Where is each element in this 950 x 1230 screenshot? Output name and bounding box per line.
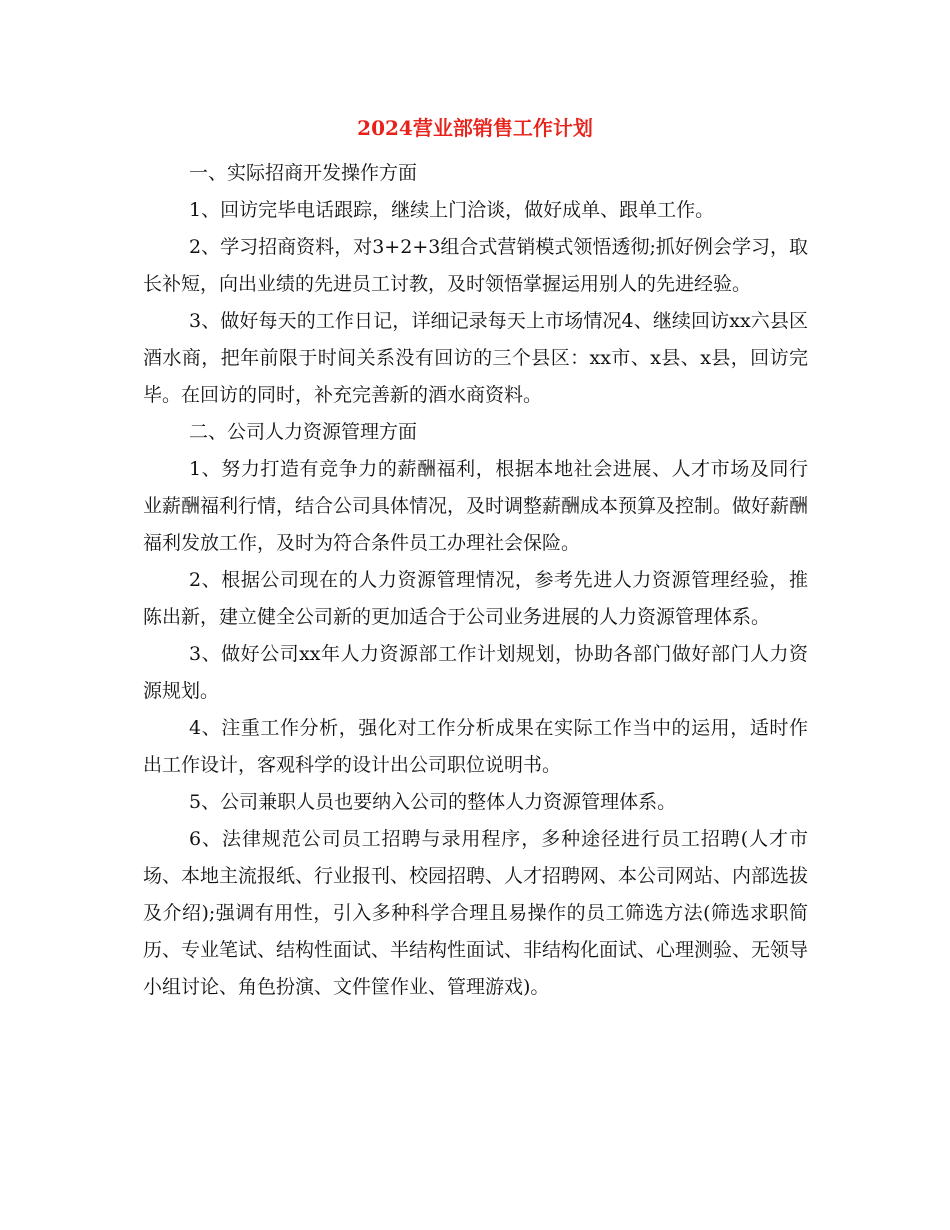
section-heading-2: 二、公司人力资源管理方面 [189, 421, 418, 443]
paragraph: 2、根据公司现在的人力资源管理情况，参考先进人力资源管理经验，推陈出新，建立健全公司新的更加适合于公司业务进展的人力资源管理体系。 [143, 569, 808, 628]
paragraph: 2、学习招商资料，对3+2+3组合式营销模式领悟透彻;抓好例会学习，取长补短，向出业绩的先进员工讨教，及时领悟掌握运用别人的先进经验。 [143, 236, 808, 295]
paragraph: 6、法律规范公司员工招聘与录用程序，多种途径进行员工招聘(人才市场、本地主流报纸、行业报刊、校园招聘、人才招聘网、本公司网站、内部选拔及介绍);强调有用性，引入多种科学合理且易操作的员工筛选方法(筛选求职简历、专业笔试、结构性面试、半结构性面试、非结构化面试、心理测验、无领导小组讨论、角色扮演、文件筐作业、管理游戏)。 [143, 828, 809, 998]
paragraph: 4、注重工作分析，强化对工作分析成果在实际工作当中的运用，适时作出工作设计，客观科学的设计出公司职位说明书。 [143, 717, 808, 776]
paragraph: 1、回访完毕电话跟踪，继续上门洽谈，做好成单、跟单工作。 [189, 199, 715, 221]
paragraph: 1、努力打造有竞争力的薪酬福利，根据本地社会进展、人才市场及同行业薪酬福利行情，结合公司具体情况，及时调整薪酬成本预算及控制。做好薪酬福利发放工作，及时为符合条件员工办理社会保险。 [143, 458, 809, 554]
document-body [143, 155, 808, 1006]
document-title: 2024营业部销售工作计划 [357, 116, 593, 140]
paragraph: 5、公司兼职人员也要纳入公司的整体人力资源管理体系。 [189, 791, 677, 813]
paragraph: 3、做好公司xx年人力资源部工作计划规划，协助各部门做好部门人力资源规划。 [143, 643, 808, 702]
paragraph: 3、做好每天的工作日记，详细记录每天上市场情况4、继续回访xx六县区酒水商，把年前限于时间关系没有回访的三个县区：xx市、x县、x县，回访完毕。在回访的同时，补充完善新的酒水商资料。 [143, 310, 808, 406]
section-heading-1: 一、实际招商开发操作方面 [189, 162, 418, 184]
